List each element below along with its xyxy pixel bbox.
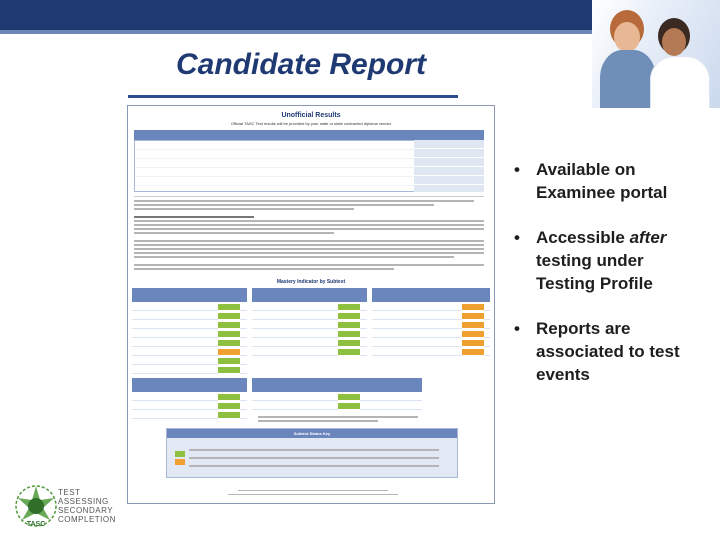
page-title: Candidate Report — [176, 48, 427, 81]
mastery-table-science — [132, 378, 247, 422]
status-key-title: Subtest Status Key — [293, 431, 331, 436]
bullet-item: • Accessible after testing under Testing Profile — [514, 228, 667, 293]
subtest-status-key — [166, 428, 458, 478]
mastery-section-title: Mastery Indicator by Subtest — [276, 279, 346, 285]
bullet-item: • Available on Examinee portal — [514, 160, 668, 202]
bullet-text: Available on Examinee portal — [536, 160, 668, 202]
header-photo — [592, 0, 720, 108]
bullet-item: • Reports are associated to test events — [514, 319, 680, 384]
logo-wordmark — [58, 488, 116, 524]
bullet-text: testing under Testing Profile — [536, 251, 653, 293]
bullet-text: Reports are associated to test events — [536, 319, 680, 384]
report-subtitle: Official TASC Test results will be provided by your state or state contracted diploma vendor — [230, 121, 392, 126]
logo-badge-text: TASC — [26, 521, 46, 528]
title-underline — [128, 95, 458, 98]
mastery-table-math — [252, 288, 367, 376]
bullet-text: Accessible — [536, 228, 630, 247]
mastery-table-writing — [252, 378, 422, 412]
candidate-report-preview — [127, 105, 495, 504]
logo-line: SECONDARY — [58, 506, 114, 515]
logo-line: ASSESSING — [58, 497, 109, 506]
results-table — [134, 130, 484, 192]
mastery-table-social — [372, 288, 490, 376]
bullet-list — [502, 158, 707, 408]
bullet-emphasis: after — [629, 228, 667, 247]
report-title: Unofficial Results — [281, 112, 341, 119]
mastery-table-reading — [132, 288, 247, 376]
logo-line: TEST — [58, 488, 81, 497]
logo-line: COMPLETION — [58, 515, 116, 524]
